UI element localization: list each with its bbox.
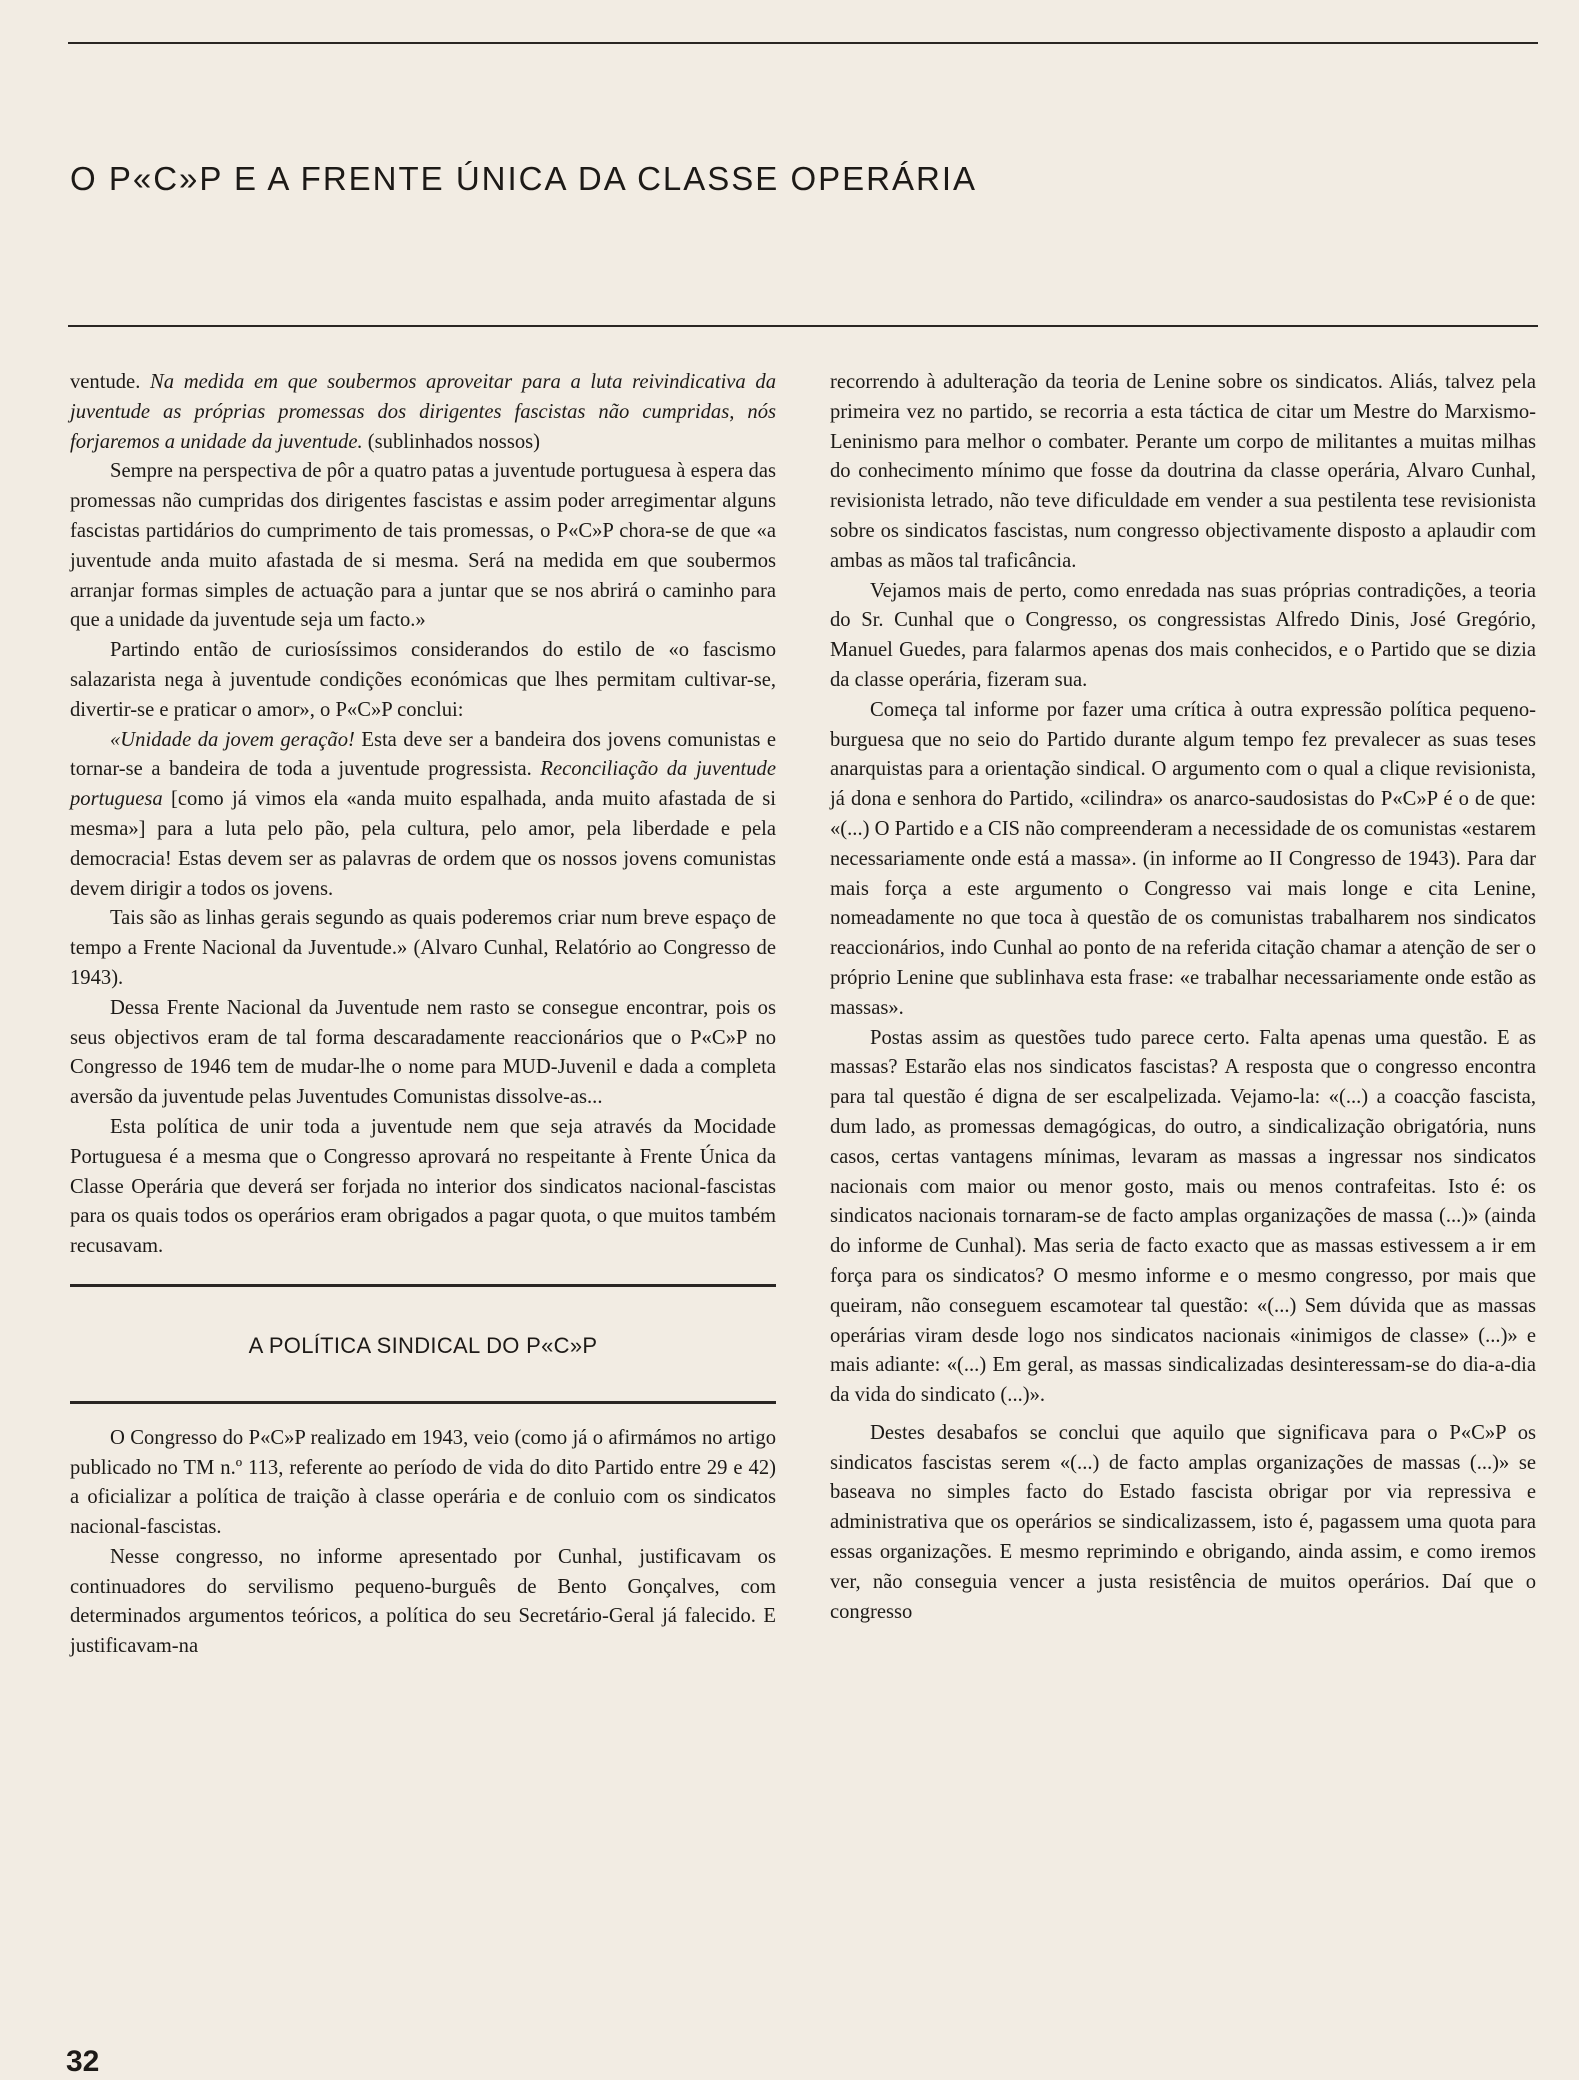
article-title: O P«C»P E A FRENTE ÚNICA DA CLASSE OPERÁRIA [70, 160, 978, 197]
right-column [830, 368, 1536, 1627]
text-run: ventude. [70, 371, 151, 393]
text-run: [como já vimos ela «anda muito espalhada, anda muito afastada de si mesma»] para a luta pelo pão, pela cultura, pelo amor, pela liberdade e pela democracia! Estas devem ser as palavras de ordem que os nossos jovens comunistas devem dirigir a todos os jovens. [70, 788, 776, 900]
emphasis-text: Na medida em que soubermos aproveitar para a luta reivindicativa da juventude as próprias promessas dos dirigentes fascistas não cumpridas, nós forjaremos a unidade da juventude. [70, 371, 776, 453]
paragraph: Começa tal informe por fazer uma crítica à outra expressão política pequeno-burguesa que no seio do Partido durante algum tempo fez prevalecer as suas teses anarquistas para a orientação sindical. O argumento com o qual a clique revisionista, já dona e senhora do Partido, «cilindra» os anarco-saudosistas do P«C»P é o de que: «(...) O Partido e a CIS não compreenderam a necessidade de os comunistas «estarem necessariamente onde está a massa». (in informe ao II Congresso de 1943). Para dar mais força a este argumento o Congresso vai mais longe e cita Lenine, nomeadamente no que toca à questão de os comunistas trabalharem nos sindicatos reaccionários, indo Cunhal ao ponto de na referida citação chamar a atenção de ser o próprio Lenine que sublinhava esta frase: «e trabalhar necessariamente onde estão as massas». [830, 698, 1536, 1019]
paragraph: O Congresso do P«C»P realizado em 1943, veio (como já o afirmámos no artigo publicado no TM n.º 113, referente ao período de vida do dito Partido entre 29 e 42) a oficializar a política de traição à classe operária e de conluio com os sindicatos nacional-fascistas. [70, 1426, 776, 1539]
title-bottom-rule [68, 325, 1538, 327]
paragraph: Destes desabafos se conclui que aquilo que significava para o P«C»P os sindicatos fascistas serem «(...) de facto amplas organizações de massas (...)» se baseava no simples facto do Estado fascista obrigar por via repressiva e administrativa que os operários se sindicalizassem, isto é, pagassem uma quota para essas organizações. E mesmo reprimindo e obrigando, ainda assim, e como iremos ver, não conseguia vencer a justa resistência de muitos operários. Daí que o congresso [830, 1421, 1536, 1623]
page-number: 32 [66, 2045, 100, 2078]
paragraph [70, 726, 776, 905]
top-rule [68, 42, 1538, 44]
emphasis-text: «Unidade da jovem geração! [110, 728, 355, 751]
left-column [70, 368, 776, 1662]
section-top-rule [70, 1284, 776, 1287]
text-run: (sublinhados nossos) [362, 430, 540, 453]
paragraph: Partindo então de curiosíssimos considerandos do estilo de «o fascismo salazarista nega à juventude condições económicas que lhes permitam cultivar-se, divertir-se e praticar o amor», o P«C»P conclui: [70, 639, 776, 721]
paragraph: Vejamos mais de perto, como enredada nas suas próprias contradições, a teoria do Sr. Cunhal que o Congresso, os congressistas Alfredo Dinis, José Gregório, Manuel Guedes, para falarmos apenas dos mais conhecidos, e o Partido que se dizia da classe operária, fizeram sua. [830, 579, 1536, 691]
paragraph: Dessa Frente Nacional da Juventude nem rasto se consegue encontrar, pois os seus objectivos eram de tal forma descaradamente reaccionários que o P«C»P no Congresso de 1946 tem de mudar-lhe o nome para MUD-Juvenil e dada a completa aversão da juventude pelas Juventudes Comunistas dissolve-as... [70, 996, 776, 1109]
emphasis-text: Reconciliação da juventude portuguesa [70, 758, 776, 811]
text-run: Esta deve ser a bandeira dos jovens comunistas e tornar-se a bandeira de toda a juventude progressista. [70, 728, 776, 781]
paragraph: Postas assim as questões tudo parece certo. Falta apenas uma questão. E as massas? Estarão elas nos sindicatos fascistas? A resposta que o congresso encontra para tal questão é digna de ser escalpelizada. Vejamo-la: «(...) a coacção fascista, dum lado, as promessas demagógicas, do outro, a sindicalização obrigatória, nuns casos, certas vantagens mínimas, levaram as massas a ingressar nos sindicatos nacionais com maior ou menor gosto, mais ou menos contrafeitas. Isto é: os sindicatos nacionais tornaram-se de facto amplas organizações de massa (...)» (ainda do informe de Cunhal). Mas seria de facto exacto que as massas estivessem a ir em força para os sindicatos? O mesmo informe e o mesmo congresso, por mais que queiram, não conseguem escamotear tal questão: «(...) Sem dúvida que as massas operárias viram desde logo nos sindicatos nacionais «inimigos de classe» (...)» e mais adiante: «(...) Em geral, as massas sindicalizadas desinteressam-se do dia-a-dia da vida do sindicato (...)». [830, 1026, 1536, 1407]
paragraph [70, 368, 776, 457]
paragraph: recorrendo à adulteração da teoria de Lenine sobre os sindicatos. Aliás, talvez pela primeira vez no partido, se recorria a esta táctica de citar um Mestre do Marxismo-Leninismo para melhor o combater. Perante um corpo de militantes a muitas milhas do conhecimento mínimo que fosse da doutrina da classe operária, Alvaro Cunhal, revisionista letrado, não teve dificuldade em vender a sua pestilenta tese revisionista sobre os sindicatos fascistas, num congresso objectivamente disposto a aplaudir com ambas as mãos tal traficância. [830, 371, 1536, 572]
paragraph: Sempre na perspectiva de pôr a quatro patas a juventude portuguesa à espera das promessas não cumpridas dos dirigentes fascistas e assim poder arregimentar alguns fascistas partidários do cumprimento de tais promessas, o P«C»P chora-se de que «a juventude anda muito afastada de si mesma. Será na medida em que soubermos arranjar formas simples de actuação para a juntar que se nos abrirá o caminho para que a unidade da juventude seja um facto.» [70, 460, 776, 632]
paragraph: Esta política de unir toda a juventude nem que seja através da Mocidade Portuguesa é a mesma que o Congresso aprovará no respeitante à Frente Única da Classe Operária que deverá ser forjada no interior dos sindicatos nacional-fascistas para os quais todos os operários eram obrigados a pagar quota, o que muitos também recusavam. [70, 1115, 776, 1258]
paragraph: Nesse congresso, no informe apresentado por Cunhal, justificavam os continuadores do servilismo pequeno-burguês de Bento Gonçalves, com determinados argumentos teóricos, a política do seu Secretário-Geral já falecido. E justificavam-na [70, 1545, 776, 1658]
section-heading: A POLÍTICA SINDICAL DO P«C»P [248, 1332, 598, 1358]
paragraph: Tais são as linhas gerais segundo as quais poderemos criar num breve espaço de tempo a Frente Nacional da Juventude.» (Alvaro Cunhal, Relatório ao Congresso de 1943). [70, 907, 776, 989]
section-bottom-rule [70, 1401, 776, 1404]
